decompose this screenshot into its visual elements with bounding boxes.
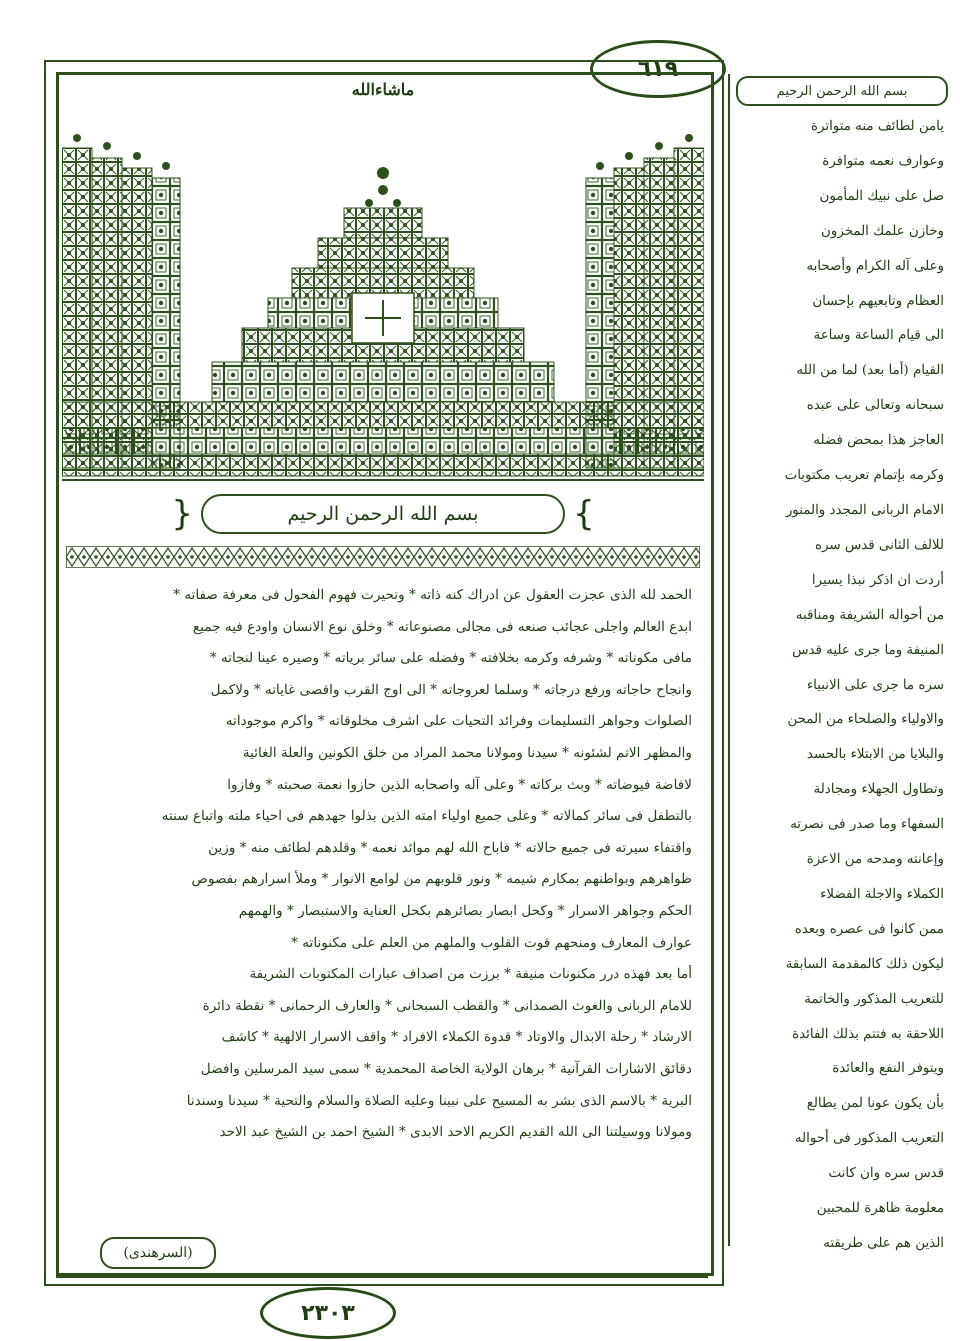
- sidebar-text-line: وخازن علمك المخزون: [821, 223, 944, 239]
- main-text-line: ابدع العالم واجلى عجائب صنعه فى مجالى مصنوعاته * وخلق نوع الانسان واودع فيه جميع: [193, 618, 692, 635]
- sidebar-text-line: معلومة ظاهرة للمحبين: [816, 1201, 944, 1217]
- sidebar-text-line: العظام وتابعيهم بإحسان: [812, 293, 944, 309]
- sidebar-text-line: وإعانته ومدحه من الاعزة: [806, 852, 944, 868]
- sidebar-text-line: بأن يكون عونا لمن يطالع: [806, 1096, 944, 1112]
- sidebar-text-line: من أحواله الشريفة ومناقبه: [795, 607, 944, 623]
- sidebar-text: [738, 110, 944, 1262]
- main-text-line: ظواهرهم وبواطنهم بمكارم شيمه * ونور قلوبهم من لوامع الانوار * وملأ اسرارهم بفصوص: [191, 871, 692, 888]
- main-text-line: الارشاد * رحلة الابدال والاوتاد * قدوة الكملاء الافراد * واقف الاسرار الالهية * كاشف: [221, 1029, 692, 1046]
- sidebar-text-line: الذين هم على طريقته: [823, 1236, 944, 1251]
- bottom-rule: [56, 1276, 708, 1278]
- sidebar-text-line: للتعريب المذكور والخاتمة: [804, 991, 944, 1007]
- sidebar-text-line: وعلى آله الكرام وأصحابه: [806, 258, 944, 274]
- sidebar-text-line: يامن لطائف منه متواترة: [810, 119, 944, 134]
- main-text-line: الحمد لله الذى عجزت العقول عن ادراك كنه ذاته * وتحيرت فهوم الفحول فى معرفة صفاته *: [173, 587, 692, 603]
- sidebar-text-line: ممن كانوا فى عصره وبعده: [794, 921, 944, 937]
- sidebar-text-line: سبحانه وتعالى على عبده: [806, 398, 944, 414]
- sidebar-text-line: ويتوفر النفع والعائدة: [832, 1061, 944, 1077]
- sidebar-text-line: والاولياء والصلحاء من المحن: [787, 712, 944, 728]
- sidebar-text-line: للالف الثانى قدس سره: [815, 537, 944, 553]
- sidebar-text-line: السفهاء وما صدر فى نصرته: [790, 817, 944, 833]
- brace-left-icon: }: [171, 494, 193, 534]
- sidebar-text-line: صل على نبيك المأمون: [819, 188, 944, 204]
- main-text-line: والمظهر الاتم لشئونه * سيدنا ومولانا محمد المراد من خلق الكونين والعلة الغائية: [242, 744, 692, 761]
- main-text-line: عوارف المعارف ومنحهم قوت القلوب والملهم من العلم على مكنوناته *: [291, 934, 692, 951]
- page-number-bottom: ٢٣٠٣: [260, 1287, 396, 1339]
- main-text-line: دقائق الاشارات القرآنية * برهان الولاية الخاصة المحمدية * سمى سيد المرسلين وافضل: [200, 1060, 692, 1077]
- sidebar-text-line: المنيفة وما جرى عليه قدس: [792, 642, 944, 658]
- brace-right-icon: {: [573, 494, 595, 534]
- sidebar-text-line: التعريب المذكور فى أحواله: [794, 1131, 944, 1147]
- sidebar-text-line: سره ما جرى على الانبياء: [806, 677, 944, 693]
- sidebar-text-line: وتطاول الجهلاء ومجادلة: [813, 782, 944, 798]
- sidebar-text-line: ليكون ذلك كالمقدمة السابقة: [785, 956, 944, 972]
- main-text-line: لافاضة فيوضاته * وبث بركاته * وعلى آله واصحابه الذين حازوا نعمة صحبته * وفازوا: [227, 776, 692, 793]
- sidebar-text-line: وكرمه بإتمام تعريب مكتوبات: [784, 468, 944, 484]
- main-text-line: أما بعد فهذه درر مكنونات منيفة * برزت من اصداف عبارات المكتوبات الشريفة: [249, 966, 692, 983]
- ornament-title: ماشاءالله: [351, 80, 415, 99]
- ornamental-divider: [66, 546, 700, 568]
- ornamental-header: [62, 78, 704, 483]
- main-text-block: [72, 580, 692, 1200]
- sidebar-text-line: الى قيام الساعة وساعة: [813, 328, 944, 344]
- main-text-line: الحكم وجواهر الاسرار * وكحل ابصار بصائرهم بكحل العناية والاستبصار * والهمهم: [238, 902, 692, 919]
- header-bands: [62, 402, 704, 480]
- basmala-text: بسم الله الرحمن الرحيم: [201, 494, 565, 534]
- page-number-top: ٦١٩: [590, 40, 726, 98]
- main-text-line: واقتفاء سيرته فى جميع حالاته * فاباح الله لهم موائد نعمه * وقلدهم لطائف منه * وزين: [208, 839, 692, 856]
- colophon-label: (السرهندى): [100, 1237, 216, 1269]
- sidebar-text-line: الكملاء والاجلة الفضلاء: [820, 886, 944, 902]
- basmala-banner: [62, 488, 704, 540]
- main-text-line: مافى مكوناته * وشرفه وكرمه بخلافته * وفضله على سائر برياته * وصيره عينا لنجاته *: [209, 650, 692, 667]
- sidebar-text-line: والبلايا من الابتلاء بالحسد: [806, 747, 944, 763]
- main-text-line: للامام الربانى والغوث الصمدانى * والقطب السبحانى * والعارف الرحمانى * نقطة دائرة: [202, 997, 692, 1014]
- main-text-line: بالتطفل فى سائر كمالاته * وعلى جميع اولياء امته الذين بذلوا جهدهم فى احياء ملته واتباع سنته: [161, 808, 692, 825]
- sidebar-text-line: اللاحقة به فتتم بذلك الفائدة: [792, 1026, 944, 1042]
- main-text-line: البرية * بالاسم الذى بشر به المسيح على نبينا وعليه الصلاة والسلام والتحية * سيدنا وسندنا: [186, 1092, 692, 1109]
- sidebar-text-line: القيام (أما بعد) لما من الله: [796, 363, 944, 379]
- main-text-line: وانجاح حاجاته ورفع درجاته * وسلما لعروجاته * الى اوج القرب واقصى غاياته * ولاكمل: [210, 681, 692, 698]
- sidebar-heading: بسم الله الرحمن الرحيم: [736, 76, 948, 106]
- sidebar-text-line: الامام الربانى المجدد والمنور: [785, 502, 944, 518]
- main-text-line: ومولانا ووسيلتنا الى الله القديم الكريم الاحد الابدى * الشيخ احمد بن الشيخ عبد الاحد: [219, 1124, 692, 1141]
- sidebar-column: [728, 74, 952, 1251]
- sidebar-text-line: أردت ان اذكر نبذا يسيرا: [811, 572, 944, 588]
- sidebar-text-line: وعوارف نعمه متوافرة: [822, 153, 944, 169]
- ornament-artwork: [62, 78, 704, 483]
- central-pyramid: [212, 208, 554, 402]
- sidebar-text-line: العاجز هذا بمحض فضله: [813, 433, 944, 449]
- main-text-line: الصلوات وجواهر التسليمات وفرائد التحيات على اشرف مخلوقاته * واكرم موجوداته: [225, 713, 692, 730]
- sidebar-text-line: قدس سره وان كانت: [828, 1166, 944, 1182]
